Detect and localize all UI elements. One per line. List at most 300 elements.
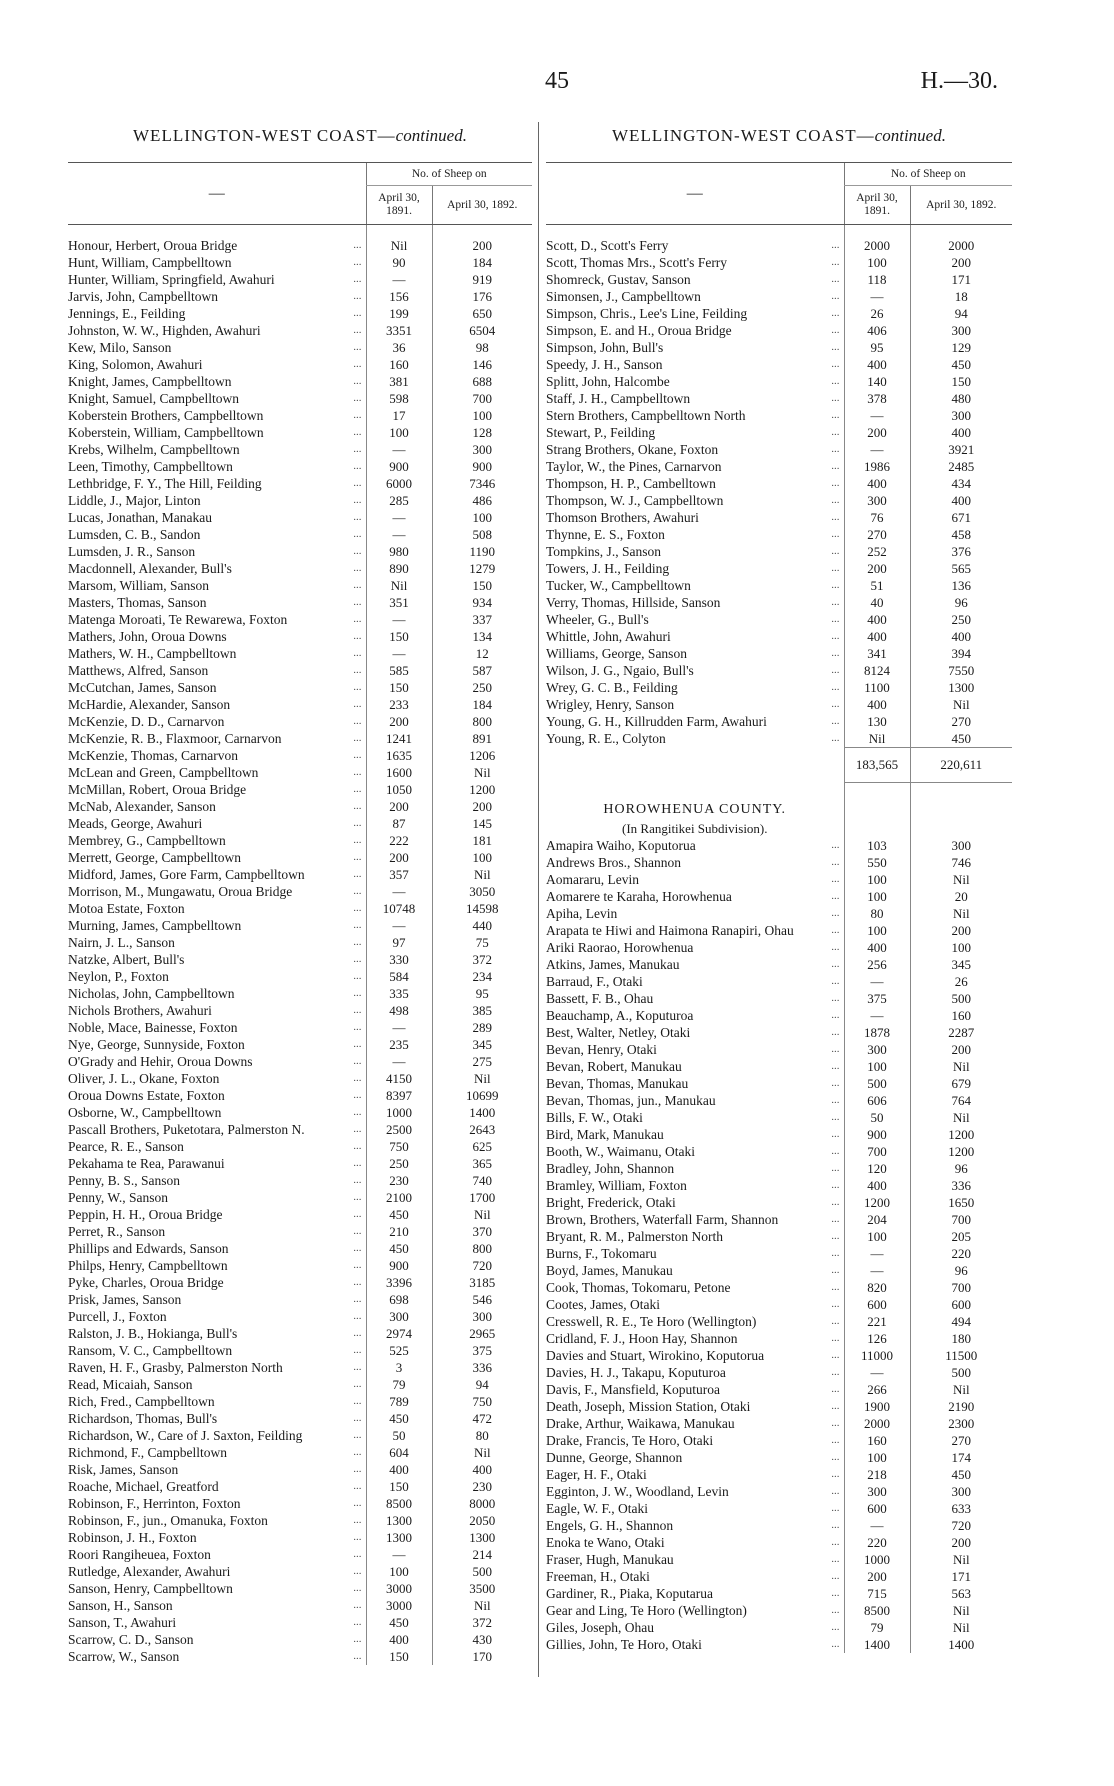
leader-dots: ...	[353, 647, 362, 659]
owner-name	[546, 509, 844, 526]
table-row	[546, 1313, 1012, 1330]
leader-dots: ...	[831, 324, 840, 336]
owner-name-text: Rich, Fred., Campbelltown	[68, 1394, 215, 1409]
leader-dots: ...	[353, 851, 362, 863]
sheep-1891: 200	[366, 798, 432, 815]
sheep-1892: 200	[910, 922, 1012, 939]
sheep-1892: 20	[910, 888, 1012, 905]
owner-name-text: Freeman, H., Otaki	[546, 1569, 650, 1584]
sheep-1891: 103	[844, 837, 910, 854]
leader-dots: ...	[353, 936, 362, 948]
sheep-1892: 546	[432, 1291, 532, 1308]
sheep-1891: 97	[366, 934, 432, 951]
owner-name	[68, 1563, 366, 1580]
owner-name-text: Wrigley, Henry, Sanson	[546, 697, 675, 712]
table-row	[68, 594, 532, 611]
right-sheep-table	[546, 162, 1012, 1653]
table-row	[68, 1444, 532, 1461]
leader-dots: ...	[353, 307, 362, 319]
sheep-1891: 2000	[844, 1415, 910, 1432]
owner-name-text: Death, Joseph, Mission Station, Otaki	[546, 1399, 751, 1414]
owner-name-text: Bright, Frederick, Otaki	[546, 1195, 676, 1210]
table-row	[68, 832, 532, 849]
owner-name	[68, 1461, 366, 1478]
col-1892-header: April 30, 1892.	[910, 186, 1012, 225]
table-row	[68, 1597, 532, 1614]
sheep-1891: 50	[366, 1427, 432, 1444]
sheep-1891: 150	[366, 1648, 432, 1665]
owner-name	[68, 526, 366, 543]
sheep-1891: 3	[366, 1359, 432, 1376]
sheep-1891: 252	[844, 543, 910, 560]
sheep-1892: 2643	[432, 1121, 532, 1138]
leader-dots: ...	[831, 732, 840, 745]
owner-name-text: Prisk, James, Sanson	[68, 1292, 182, 1307]
owner-name-text: Read, Micaiah, Sanson	[68, 1377, 193, 1392]
owner-name	[546, 322, 844, 339]
leader-dots: ...	[353, 1140, 362, 1152]
owner-name-text: O'Grady and Hehir, Oroua Downs	[68, 1054, 253, 1069]
sheep-1892: 96	[910, 1160, 1012, 1177]
leader-dots: ...	[353, 1021, 362, 1033]
table-row	[68, 917, 532, 934]
sheep-1892: 919	[432, 271, 532, 288]
leader-dots: ...	[831, 1128, 840, 1140]
owner-name-text: Splitt, John, Halcombe	[546, 374, 670, 389]
sheep-1892: 14598	[432, 900, 532, 917]
owner-name-text: Richardson, Thomas, Bull's	[68, 1411, 218, 1426]
owner-name	[68, 373, 366, 390]
sheep-1892: 184	[432, 696, 532, 713]
owner-name-text: Jarvis, John, Campbelltown	[68, 289, 218, 304]
leader-dots: ...	[831, 1111, 840, 1123]
sheep-1892: 1400	[910, 1636, 1012, 1653]
table-row	[546, 1517, 1012, 1534]
owner-name	[546, 1211, 844, 1228]
owner-name	[68, 424, 366, 441]
leader-dots: ...	[353, 698, 362, 710]
leader-dots: ...	[353, 749, 362, 761]
spacer	[546, 783, 844, 800]
owner-name-text: Pascall Brothers, Puketotara, Palmerston N.	[68, 1122, 305, 1137]
table-row	[68, 1274, 532, 1291]
leader-dots: ...	[353, 1514, 362, 1526]
leader-dots: ...	[831, 1060, 840, 1072]
owner-name-text: Leen, Timothy, Campbelltown	[68, 459, 233, 474]
sheep-1892: Nil	[432, 1597, 532, 1614]
leader-dots: ...	[831, 290, 840, 302]
sheep-1892: 720	[910, 1517, 1012, 1534]
leader-dots: ...	[353, 1548, 362, 1560]
owner-name-text: Morrison, M., Mungawatu, Oroua Bridge	[68, 884, 293, 899]
leader-dots: ...	[831, 1094, 840, 1106]
sheep-1892: 679	[910, 1075, 1012, 1092]
table-row	[546, 696, 1012, 713]
sheep-1891: 100	[844, 1449, 910, 1466]
table-row	[546, 1500, 1012, 1517]
leader-dots: ...	[831, 1145, 840, 1157]
owner-name	[68, 628, 366, 645]
owner-name-text: Brown, Brothers, Waterfall Farm, Shannon	[546, 1212, 779, 1227]
leader-dots: ...	[353, 579, 362, 591]
table-row	[68, 798, 532, 815]
owner-name-text: Towers, J. H., Feilding	[546, 561, 670, 576]
leader-dots: ...	[353, 1157, 362, 1169]
owner-name-text: Nichols Brothers, Awahuri	[68, 1003, 212, 1018]
sheep-1891: 118	[844, 271, 910, 288]
owner-name	[68, 1495, 366, 1512]
owner-name	[68, 1614, 366, 1631]
sheep-1891: 8124	[844, 662, 910, 679]
name-column-header: —	[546, 163, 844, 225]
leader-dots: ...	[831, 839, 840, 851]
sheep-1891: 300	[366, 1308, 432, 1325]
leader-dots: ...	[831, 528, 840, 540]
owner-name-text: Ariki Raorao, Horowhenua	[546, 940, 694, 955]
owner-name-text: Thompson, H. P., Cambelltown	[546, 476, 716, 491]
sheep-1892: 128	[432, 424, 532, 441]
table-row	[546, 1466, 1012, 1483]
table-row	[546, 1126, 1012, 1143]
sheep-1891: 335	[366, 985, 432, 1002]
table-row	[68, 1359, 532, 1376]
sheep-1891: 100	[844, 254, 910, 271]
leader-dots: ...	[353, 1208, 362, 1220]
leader-dots: ...	[831, 426, 840, 438]
owner-name-text: McHardie, Alexander, Sanson	[68, 697, 231, 712]
leader-dots: ...	[831, 1451, 840, 1463]
sheep-1891: 600	[844, 1500, 910, 1517]
table-row	[68, 1427, 532, 1444]
sheep-1891: 233	[366, 696, 432, 713]
leader-dots: ...	[831, 941, 840, 953]
owner-name-text: Bills, F. W., Otaki	[546, 1110, 643, 1125]
owner-name-text: Membrey, G., Campbelltown	[68, 833, 226, 848]
owner-name	[68, 645, 366, 662]
sheep-1892: 2965	[432, 1325, 532, 1342]
owner-name	[68, 1444, 366, 1461]
sheep-1891: 300	[844, 1483, 910, 1500]
leader-dots: ...	[831, 873, 840, 885]
table-row	[546, 1619, 1012, 1636]
owner-name-text: King, Solomon, Awahuri	[68, 357, 203, 372]
table-row	[68, 225, 532, 255]
sheep-1892: 300	[432, 441, 532, 458]
table-row	[68, 696, 532, 713]
owner-name	[546, 560, 844, 577]
sheep-1892: 184	[432, 254, 532, 271]
owner-name-text: McKenzie, Thomas, Carnarvon	[68, 748, 238, 763]
sheep-1891: 160	[844, 1432, 910, 1449]
owner-name-text: Amapira Waiho, Koputorua	[546, 838, 696, 853]
leader-dots: ...	[831, 1621, 840, 1633]
sheep-1892: 129	[910, 339, 1012, 356]
owner-name	[546, 594, 844, 611]
leader-dots: ...	[831, 856, 840, 868]
leader-dots: ...	[353, 783, 362, 795]
sheep-1892: 160	[910, 1007, 1012, 1024]
owner-name	[546, 611, 844, 628]
table-row	[546, 1415, 1012, 1432]
table-row	[546, 730, 1012, 748]
table-row	[68, 1546, 532, 1563]
leader-dots: ...	[353, 1565, 362, 1577]
owner-name	[546, 1619, 844, 1636]
table-row	[546, 1568, 1012, 1585]
owner-name-text: Davies and Stuart, Wirokino, Koputorua	[546, 1348, 765, 1363]
sheep-1892: 1206	[432, 747, 532, 764]
sheep-1892: 563	[910, 1585, 1012, 1602]
sheep-1892: 2190	[910, 1398, 1012, 1415]
sheep-1891: 95	[844, 339, 910, 356]
owner-name	[546, 458, 844, 475]
leader-dots: ...	[831, 975, 840, 987]
table-row	[68, 577, 532, 594]
owner-name	[68, 1138, 366, 1155]
sheep-1892: 3921	[910, 441, 1012, 458]
leader-dots: ...	[353, 1480, 362, 1492]
owner-name-text: Simpson, E. and H., Oroua Bridge	[546, 323, 732, 338]
owner-name	[546, 1347, 844, 1364]
table-row	[546, 1041, 1012, 1058]
table-row	[546, 288, 1012, 305]
table-row	[68, 492, 532, 509]
sheep-1891: —	[366, 271, 432, 288]
sheep-1891: 400	[366, 1631, 432, 1648]
table-row	[68, 1019, 532, 1036]
leader-dots: ...	[353, 919, 362, 931]
table-row	[546, 1109, 1012, 1126]
leader-dots: ...	[353, 1225, 362, 1237]
sheep-1891: 250	[366, 1155, 432, 1172]
sheep-1892: 458	[910, 526, 1012, 543]
leader-dots: ...	[831, 1281, 840, 1293]
sheep-1891: 900	[366, 458, 432, 475]
leader-dots: ...	[353, 1191, 362, 1203]
table-row	[68, 288, 532, 305]
table-row	[546, 1398, 1012, 1415]
leader-dots: ...	[353, 681, 362, 693]
leader-dots: ...	[353, 1259, 362, 1271]
table-row	[68, 1087, 532, 1104]
sheep-1892: 3500	[432, 1580, 532, 1597]
table-row	[546, 837, 1012, 854]
owner-name	[546, 373, 844, 390]
table-row	[68, 1002, 532, 1019]
leader-dots: ...	[353, 715, 362, 727]
table-row	[546, 628, 1012, 645]
leader-dots: ...	[831, 1587, 840, 1599]
sheep-1891: —	[366, 645, 432, 662]
total-1891: 183,565	[844, 748, 910, 783]
owner-name-text: Peppin, H. H., Oroua Bridge	[68, 1207, 223, 1222]
leader-dots: ...	[353, 613, 362, 625]
sheep-1892: Nil	[910, 1551, 1012, 1568]
table-row	[68, 407, 532, 424]
owner-name	[68, 407, 366, 424]
sheep-1892: Nil	[432, 1444, 532, 1461]
owner-name-text: Philps, Henry, Campbelltown	[68, 1258, 228, 1273]
sheep-1891: —	[366, 1053, 432, 1070]
leader-dots: ...	[353, 239, 362, 251]
total-1892: 220,611	[910, 748, 1012, 783]
owner-name	[68, 713, 366, 730]
owner-name	[546, 871, 844, 888]
sheep-1891: 50	[844, 1109, 910, 1126]
owner-name	[68, 305, 366, 322]
sheep-1891: 200	[844, 1568, 910, 1585]
sheep-1891: 3351	[366, 322, 432, 339]
owner-name	[546, 1466, 844, 1483]
leader-dots: ...	[353, 1123, 362, 1135]
owner-name	[546, 1500, 844, 1517]
table-row	[68, 1393, 532, 1410]
sheep-1892: Nil	[910, 1058, 1012, 1075]
owner-name	[68, 1376, 366, 1393]
leader-dots: ...	[831, 630, 840, 642]
sheep-1891: 300	[844, 1041, 910, 1058]
leader-dots: ...	[831, 579, 840, 591]
table-row	[68, 679, 532, 696]
leader-dots: ...	[831, 1485, 840, 1497]
sheep-1892: 2050	[432, 1512, 532, 1529]
owner-name	[68, 866, 366, 883]
sheep-1892: 170	[432, 1648, 532, 1665]
table-row	[546, 973, 1012, 990]
owner-name	[68, 288, 366, 305]
sheep-1892: 18	[910, 288, 1012, 305]
table-row	[546, 871, 1012, 888]
leader-dots: ...	[353, 324, 362, 336]
table-row	[68, 866, 532, 883]
owner-name	[546, 1398, 844, 1415]
sheep-1892: 394	[910, 645, 1012, 662]
leader-dots: ...	[353, 766, 362, 778]
sheep-1892: 750	[432, 1393, 532, 1410]
owner-name-text: Perret, R., Sanson	[68, 1224, 166, 1239]
leader-dots: ...	[353, 817, 362, 829]
owner-name	[68, 1393, 366, 1410]
leader-dots: ...	[353, 494, 362, 506]
sheep-1891: Nil	[366, 225, 432, 255]
owner-name-text: Robinson, J. H., Foxton	[68, 1530, 197, 1545]
leader-dots: ...	[831, 613, 840, 625]
sheep-1891: 90	[366, 254, 432, 271]
owner-name-text: Bird, Mark, Manukau	[546, 1127, 664, 1142]
leader-dots: ...	[831, 1553, 840, 1565]
owner-name	[68, 1189, 366, 1206]
sheep-1892: 472	[432, 1410, 532, 1427]
leader-dots: ...	[353, 562, 362, 574]
owner-name	[546, 1585, 844, 1602]
owner-name	[546, 577, 844, 594]
owner-name-text: Oroua Downs Estate, Foxton	[68, 1088, 225, 1103]
sheep-1892: 136	[910, 577, 1012, 594]
owner-name	[546, 424, 844, 441]
table-row	[546, 611, 1012, 628]
owner-name-text: Stern Brothers, Campbelltown North	[546, 408, 746, 423]
table-row	[68, 1070, 532, 1087]
leader-dots: ...	[353, 1055, 362, 1067]
owner-name-text: Scott, D., Scott's Ferry	[546, 238, 669, 253]
leader-dots: ...	[831, 1604, 840, 1616]
table-row	[546, 271, 1012, 288]
table-row	[68, 271, 532, 288]
sheep-1891: 400	[844, 628, 910, 645]
leader-dots: ...	[831, 477, 840, 489]
leader-dots: ...	[353, 1650, 362, 1662]
owner-name-text: Apiha, Levin	[546, 906, 618, 921]
owner-name-text: Engels, G. H., Shannon	[546, 1518, 674, 1533]
owner-name	[68, 968, 366, 985]
sheep-1891: 2500	[366, 1121, 432, 1138]
leader-dots: ...	[831, 1417, 840, 1429]
sheep-1892: 6504	[432, 322, 532, 339]
sheep-1891: 126	[844, 1330, 910, 1347]
table-row	[68, 1614, 532, 1631]
county-title-row	[546, 799, 1012, 819]
table-row	[546, 1160, 1012, 1177]
owner-name-text: Aomarere te Karaha, Horowhenua	[546, 889, 732, 904]
sheep-1891: 156	[366, 288, 432, 305]
owner-name-text: Bryant, R. M., Palmerston North	[546, 1229, 723, 1244]
table-row	[68, 985, 532, 1002]
totals-row	[546, 748, 1012, 783]
leader-dots: ...	[831, 924, 840, 936]
sheep-1891: 150	[366, 679, 432, 696]
owner-name	[68, 832, 366, 849]
sheep-1892: 12	[432, 645, 532, 662]
leader-dots: ...	[831, 1366, 840, 1378]
sheep-1891: 600	[844, 1296, 910, 1313]
leader-dots: ...	[831, 375, 840, 387]
leader-dots: ...	[353, 290, 362, 302]
owner-name	[546, 922, 844, 939]
sheep-1892: 220	[910, 1245, 1012, 1262]
owner-name	[546, 1602, 844, 1619]
sheep-1891: —	[844, 441, 910, 458]
sheep-1891: 8397	[366, 1087, 432, 1104]
owner-name-text: Midford, James, Gore Farm, Campbelltown	[68, 867, 305, 882]
sheep-1891: 270	[844, 526, 910, 543]
sheep-1892: 1650	[910, 1194, 1012, 1211]
owner-name	[546, 288, 844, 305]
column-divider	[538, 122, 539, 1677]
sheep-1892: 400	[910, 492, 1012, 509]
owner-name	[68, 1359, 366, 1376]
leader-dots: ...	[353, 1412, 362, 1424]
owner-name	[546, 696, 844, 713]
sheep-1891: 36	[366, 339, 432, 356]
sheep-1892: 372	[432, 1614, 532, 1631]
owner-name-text: Beauchamp, A., Koputuroa	[546, 1008, 694, 1023]
table-row	[68, 1189, 532, 1206]
sheep-1892: 500	[432, 1563, 532, 1580]
owner-name	[68, 1631, 366, 1648]
owner-name	[546, 1381, 844, 1398]
owner-name	[68, 1019, 366, 1036]
owner-name-text: Thompson, W. J., Campbelltown	[546, 493, 724, 508]
sheep-1892: 337	[432, 611, 532, 628]
owner-name-text: Koberstein Brothers, Campbelltown	[68, 408, 264, 423]
sheep-1891: 235	[366, 1036, 432, 1053]
sheep-1891: 698	[366, 1291, 432, 1308]
leader-dots: ...	[831, 409, 840, 421]
owner-name	[546, 1143, 844, 1160]
owner-name-text: McKenzie, D. D., Carnarvon	[68, 714, 225, 729]
table-row	[546, 1092, 1012, 1109]
owner-name	[546, 1568, 844, 1585]
